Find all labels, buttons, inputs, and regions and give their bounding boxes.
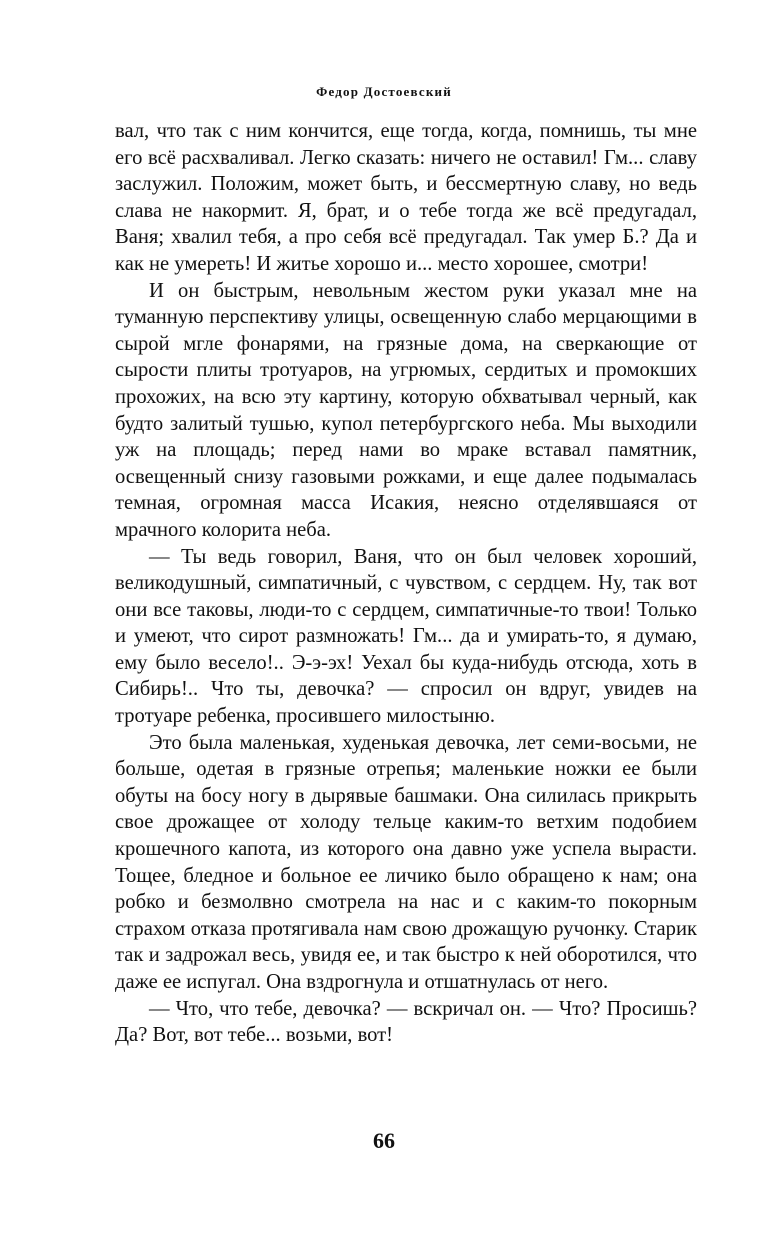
paragraph: — Что, что тебе, девочка? — вскричал он. — Что? Просишь? Да? Вот, вот тебе... возьми, вот! bbox=[115, 997, 697, 1047]
paragraph: вал, что так с ним кончится, еще тогда, когда, помнишь, ты мне его всё расхваливал. Легко сказать: ничего не оставил! Гм... славу заслужил. Положим, может быть, и бессмертную славу, но ведь слава не накормит. Я, брат, и о тебе тогда же всё предугадал, Ваня; хвалил тебя, а про себя всё предугадал. Так умер Б.? Да и как не умереть! И житье хорошо и... место хорошее, смотри! bbox=[115, 120, 697, 275]
running-head: Федор Достоевский bbox=[316, 84, 452, 99]
body-text bbox=[115, 118, 697, 1049]
paragraph: Это была маленькая, худенькая девочка, лет семи-восьми, не больше, одетая в грязные отрепья; маленькие ножки ее были обуты на босу ногу в дырявые башмаки. Она силилась прикрыть свое дрожащее от холоду тельце каким-то ветхим подобием крошечного капота, из которого она давно уже успела вырасти. Тощее, бледное и больное ее личико было обращено к нам; она робко и безмолвно смотрела на нас и с каким-то покорным страхом отказа протягивала нам свою дрожащую ручонку. Старик так и задрожал весь, увидя ее, и так быстро к ней оборотился, что даже ее испугал. Она вздрогнула и отшатнулась от него. bbox=[115, 731, 697, 993]
paragraph: — Ты ведь говорил, Ваня, что он был человек хороший, великодушный, симпатичный, с чувством, с сердцем. Ну, так вот они все таковы, люди-то с сердцем, симпатичные-то твои! Только и умеют, что сирот размножать! Гм... да и умирать-то, я думаю, ему было весело!.. Э-э-эх! Уехал бы куда-нибудь отсюда, хоть в Сибирь!.. Что ты, девочка? — спросил он вдруг, увидев на тротуаре ребенка, просившего милостыню. bbox=[115, 545, 697, 728]
paragraph: И он быстрым, невольным жестом руки указал мне на туманную перспективу улицы, освещенную слабо мерцающими в сырой мгле фонарями, на грязные дома, на сверкающие от сырости плиты тротуаров, на угрюмых, сердитых и промокших прохожих, на всю эту картину, которую обхватывал черный, как будто залитый тушью, купол петербургского неба. Мы выходили уж на площадь; перед нами во мраке вставал памятник, освещенный снизу газовыми рожками, и еще далее подымалась темная, огромная масса Исакия, неясно отделявшаяся от мрачного колорита неба. bbox=[115, 279, 697, 541]
page-number: 66 bbox=[373, 1128, 395, 1153]
